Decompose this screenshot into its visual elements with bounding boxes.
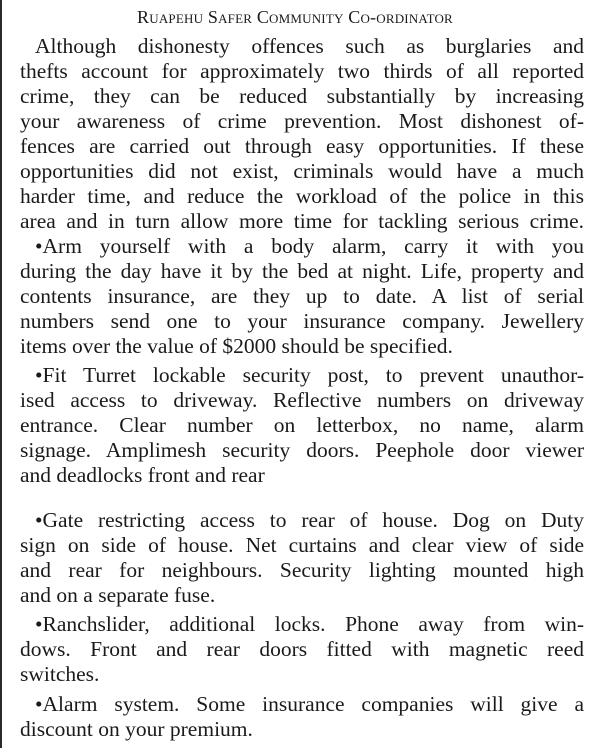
text-line: your awareness of crime prevention. Most dishonest of- xyxy=(20,109,584,133)
text-line: contents insurance, are they up to date. A list of serial xyxy=(20,284,584,308)
text-line: opportunities did not exist, criminals would have a much xyxy=(20,159,584,183)
article-heading: Ruapehu Safer Community Co-ordinator xyxy=(137,7,453,27)
text-line: discount on your premium. xyxy=(20,717,253,741)
text-line: crime, they can be reduced substantially by increasing xyxy=(20,84,584,108)
text-line: switches. xyxy=(20,662,100,686)
text-line: signage. Amplimesh security doors. Peephole door viewer xyxy=(20,438,584,462)
text-line: and rear for neighbours. Security lighting mounted high xyxy=(20,558,584,582)
text-line: •Ranchslider, additional locks. Phone away from win- xyxy=(35,612,584,636)
text-line: dows. Front and rear doors fitted with magnetic reed xyxy=(20,637,584,661)
text-line: and deadlocks front and rear xyxy=(20,463,265,487)
text-line: •Alarm system. Some insurance companies will give a xyxy=(35,692,584,716)
text-line: during the day have it by the bed at night. Life, property and xyxy=(20,259,584,283)
text-line: items over the value of $2000 should be specified. xyxy=(20,334,453,358)
text-line: ised access to driveway. Reflective numbers on driveway xyxy=(20,388,584,412)
text-line: area and in turn allow more time for tackling serious crime. xyxy=(20,209,584,233)
text-line: thefts account for approximately two thirds of all reported xyxy=(20,59,584,83)
text-line: Although dishonesty offences such as burglaries and xyxy=(35,34,584,58)
text-line: •Fit Turret lockable security post, to prevent unauthor- xyxy=(35,363,584,387)
text-line: entrance. Clear number on letterbox, no name, alarm xyxy=(20,413,584,437)
column-rule xyxy=(0,0,2,748)
text-line: and on a separate fuse. xyxy=(20,583,216,607)
text-line: •Gate restricting access to rear of house. Dog on Duty xyxy=(35,508,584,532)
text-line: fences are carried out through easy opportunities. If these xyxy=(20,134,584,158)
text-line: •Arm yourself with a body alarm, carry it with you xyxy=(35,234,584,258)
text-line: sign on side of house. Net curtains and clear view of side xyxy=(20,533,584,557)
text-line: harder time, and reduce the workload of the police in this xyxy=(20,184,584,208)
text-line: numbers send one to your insurance company. Jewellery xyxy=(20,309,584,333)
